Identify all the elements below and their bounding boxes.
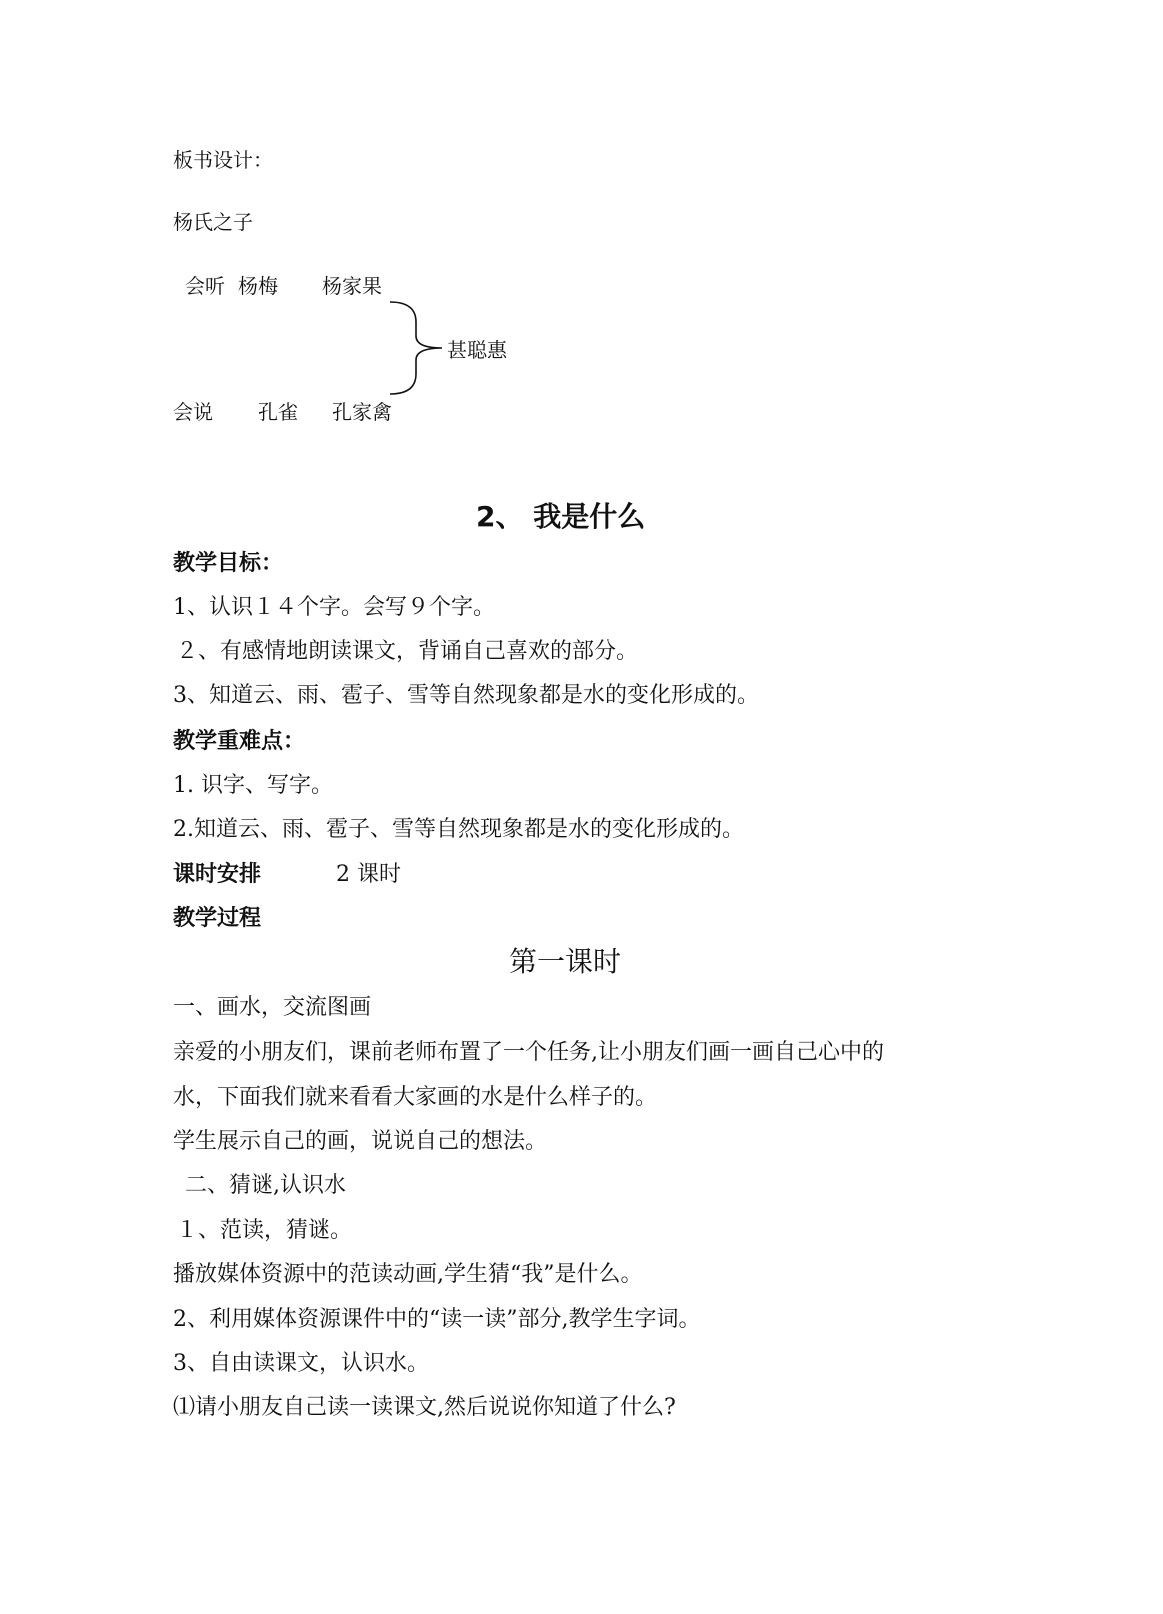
goal-item: 1、认识１４个字。会写９个字。 [173,595,495,620]
goal-item: ２、有感情地朗读课文，背诵自己喜欢的部分。 [176,639,639,664]
board-row2-family: 孔家禽 [332,400,392,424]
body-line: 水，下面我们就来看看大家画的水是什么样子的。 [173,1085,658,1110]
body-line: １、范读，猜谜。 [176,1218,353,1243]
body-line: 2、利用媒体资源课件中的“读一读”部分,教学生字词。 [173,1307,701,1332]
goal-item: 3、知道云、雨、雹子、雪等自然现象都是水的变化形成的。 [173,683,759,708]
board-row1-item: 杨梅 [238,274,278,298]
body-line: 学生展示自己的画，说说自己的想法。 [173,1129,548,1154]
process-heading: 教学过程 [173,906,262,931]
board-conclusion: 甚聪惠 [447,338,507,362]
schedule-label: 课时安排 [173,862,262,887]
body-line: 二、猜谜,认识水 [185,1173,346,1198]
body-line: 3、自由读课文，认识水。 [173,1351,429,1376]
key-points-heading: 教学重难点： [173,729,306,754]
goals-heading: 教学目标： [173,551,284,576]
period-title: 第一课时 [509,945,622,978]
body-line: ⑴请小朋友自己读一读课文,然后说说你知道了什么? [173,1395,676,1420]
board-title: 杨氏之子 [173,210,253,234]
body-line: 播放媒体资源中的范读动画,学生猜“我”是什么。 [173,1262,643,1287]
curly-brace-diagram [388,300,448,400]
schedule-value: 2 课时 [336,862,401,887]
board-label: 板书设计： [173,148,273,172]
board-row2-item: 孔雀 [258,400,298,424]
board-row2-verb: 会说 [173,400,213,424]
lesson-title: 2、 我是什么 [476,500,646,533]
body-line: 亲爱的小朋友们，课前老师布置了一个任务,让小朋友们画一画自己心中的 [173,1040,884,1065]
board-row1-verb: 会听 [185,274,225,298]
board-row1-family: 杨家果 [322,274,382,298]
body-line: 一、画水，交流图画 [173,995,372,1020]
key-point-item: 1. 识字、写字。 [173,773,333,798]
key-point-item: 2.知道云、雨、雹子、雪等自然现象都是水的变化形成的。 [173,817,744,842]
